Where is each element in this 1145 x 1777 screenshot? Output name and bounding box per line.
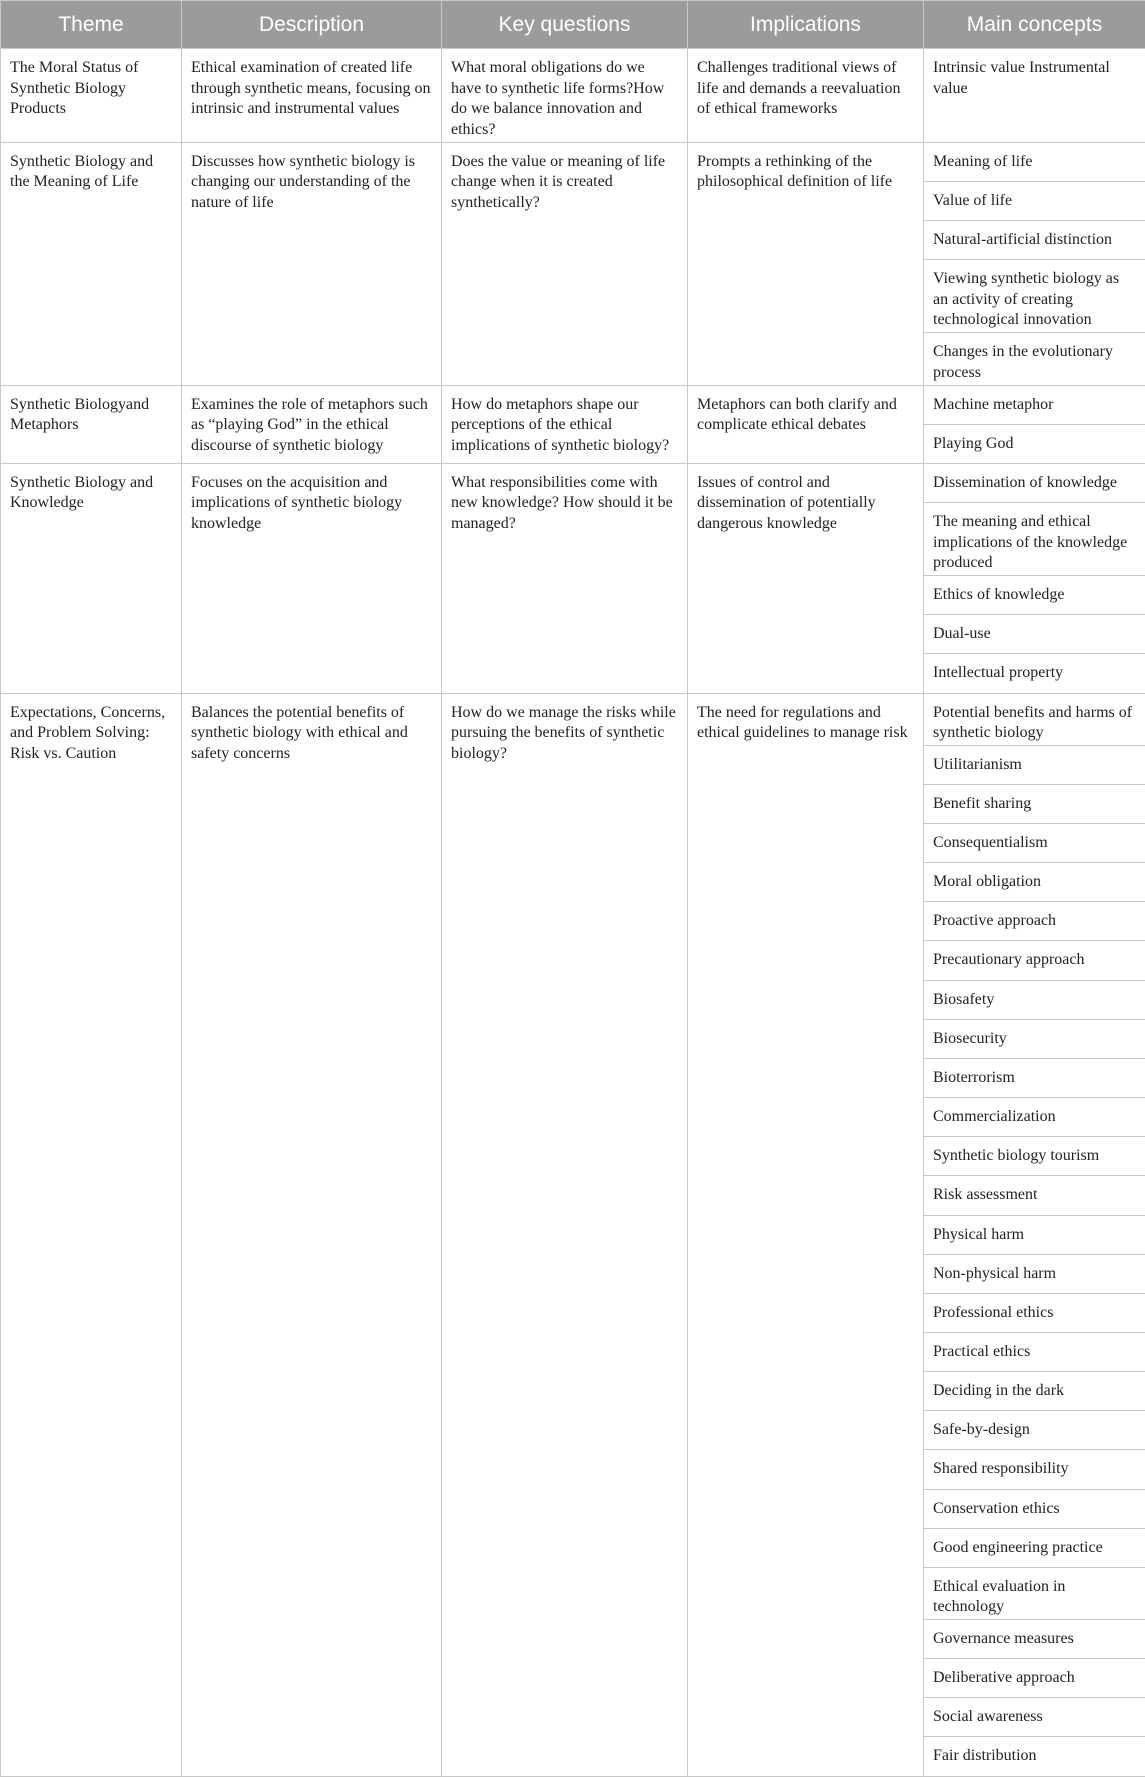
main-concept-cell: Risk assessment (924, 1176, 1145, 1215)
description-cell: Examines the role of metaphors such as “playing God” in the ethical discourse of synthetic biology (182, 385, 442, 463)
header-description: Description (182, 1, 442, 49)
theme-cell: Synthetic Biologyand Metaphors (1, 385, 182, 463)
main-concept-cell: Machine metaphor (924, 385, 1145, 424)
main-concept-cell: Benefit sharing (924, 784, 1145, 823)
main-concept-cell: Intellectual property (924, 654, 1145, 693)
main-concept-cell: Deciding in the dark (924, 1372, 1145, 1411)
main-concept-cell: Biosafety (924, 980, 1145, 1019)
main-concept-cell: Moral obligation (924, 863, 1145, 902)
main-concept-cell: Proactive approach (924, 902, 1145, 941)
main-concept-cell: Governance measures (924, 1620, 1145, 1659)
main-concept-cell: Practical ethics (924, 1332, 1145, 1371)
key-questions-cell: What moral obligations do we have to synthetic life forms?How do we balance innovation and ethics? (442, 49, 688, 143)
theme-cell: Expectations, Concerns, and Problem Solving: Risk vs. Caution (1, 693, 182, 1776)
main-concept-cell: Meaning of life (924, 142, 1145, 181)
main-concept-cell: Safe-by-design (924, 1411, 1145, 1450)
main-concept-cell: Consequentialism (924, 823, 1145, 862)
main-concept-cell: Non-physical harm (924, 1254, 1145, 1293)
main-concept-cell: Utilitarianism (924, 745, 1145, 784)
main-concept-cell: Ethical evaluation in technology (924, 1567, 1145, 1619)
main-concept-cell: Fair distribution (924, 1737, 1145, 1777)
main-concept-cell: Precautionary approach (924, 941, 1145, 980)
main-concept-cell: Natural-artificial distinction (924, 221, 1145, 260)
header-row (1, 1, 1145, 49)
header-key-questions: Key questions (442, 1, 688, 49)
key-questions-cell: Does the value or meaning of life change when it is created synthetically? (442, 142, 688, 385)
theme-cell: The Moral Status of Synthetic Biology Products (1, 49, 182, 143)
implications-cell: Prompts a rethinking of the philosophical definition of life (688, 142, 924, 385)
main-concept-cell: Physical harm (924, 1215, 1145, 1254)
key-questions-cell: What responsibilities come with new knowledge? How should it be managed? (442, 463, 688, 693)
theme-cell: Synthetic Biology and Knowledge (1, 463, 182, 693)
main-concept-cell: Professional ethics (924, 1293, 1145, 1332)
main-concept-cell: Potential benefits and harms of synthetic biology (924, 693, 1145, 745)
main-concept-cell: Biosecurity (924, 1019, 1145, 1058)
implications-cell: Challenges traditional views of life and demands a reevaluation of ethical frameworks (688, 49, 924, 143)
header-theme: Theme (1, 1, 182, 49)
key-questions-cell: How do we manage the risks while pursuing the benefits of synthetic biology? (442, 693, 688, 1776)
main-concept-cell: Intrinsic value Instrumental value (924, 49, 1145, 143)
main-concept-cell: Changes in the evolutionary process (924, 333, 1145, 385)
main-concept-cell: Bioterrorism (924, 1058, 1145, 1097)
main-concept-cell: Social awareness (924, 1698, 1145, 1737)
header-implications: Implications (688, 1, 924, 49)
implications-cell: Issues of control and dissemination of potentially dangerous knowledge (688, 463, 924, 693)
theme-cell: Synthetic Biology and the Meaning of Life (1, 142, 182, 385)
main-concept-cell: Dual-use (924, 615, 1145, 654)
key-questions-cell: How do metaphors shape our perceptions of the ethical implications of synthetic biology? (442, 385, 688, 463)
table-row (1, 463, 1145, 502)
implications-cell: Metaphors can both clarify and complicate ethical debates (688, 385, 924, 463)
main-concept-cell: Value of life (924, 182, 1145, 221)
table-row (1, 49, 1145, 143)
description-cell: Balances the potential benefits of synthetic biology with ethical and safety concerns (182, 693, 442, 1776)
main-concept-cell: Deliberative approach (924, 1659, 1145, 1698)
table-body (1, 49, 1145, 1777)
main-concept-cell: The meaning and ethical implications of the knowledge produced (924, 503, 1145, 576)
main-concept-cell: Synthetic biology tourism (924, 1137, 1145, 1176)
main-concept-cell: Viewing synthetic biology as an activity of creating technological innovation (924, 260, 1145, 333)
table-row (1, 693, 1145, 745)
description-cell: Focuses on the acquisition and implications of synthetic biology knowledge (182, 463, 442, 693)
implications-cell: The need for regulations and ethical guidelines to manage risk (688, 693, 924, 1776)
main-concept-cell: Dissemination of knowledge (924, 463, 1145, 502)
main-concept-cell: Playing God (924, 424, 1145, 463)
table-row (1, 142, 1145, 181)
table-row (1, 385, 1145, 424)
description-cell: Discusses how synthetic biology is changing our understanding of the nature of life (182, 142, 442, 385)
main-concept-cell: Conservation ethics (924, 1489, 1145, 1528)
header-main-concepts: Main concepts (924, 1, 1145, 49)
main-concept-cell: Commercialization (924, 1098, 1145, 1137)
table-header (1, 1, 1145, 49)
main-concept-cell: Shared responsibility (924, 1450, 1145, 1489)
main-concept-cell: Ethics of knowledge (924, 576, 1145, 615)
description-cell: Ethical examination of created life through synthetic means, focusing on intrinsic and instrumental values (182, 49, 442, 143)
main-concept-cell: Good engineering practice (924, 1528, 1145, 1567)
